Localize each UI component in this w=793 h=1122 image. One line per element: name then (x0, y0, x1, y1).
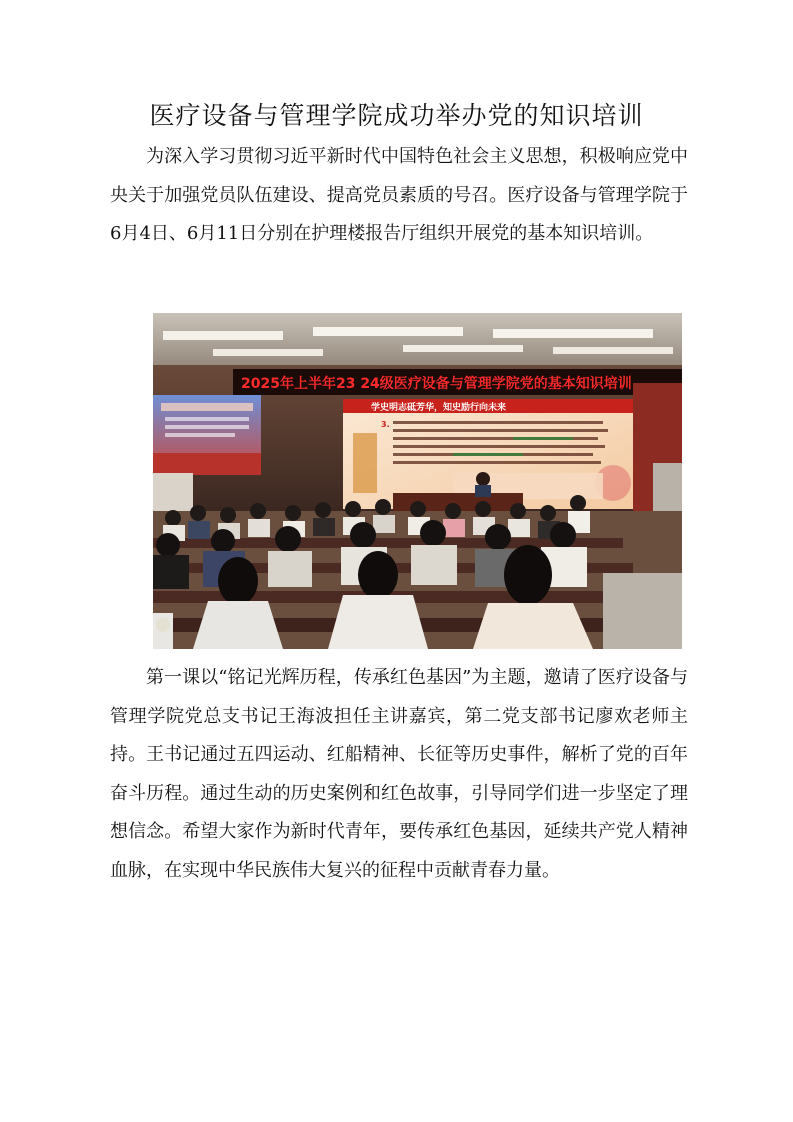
slide-heading: 学史明志砥芳华，知史励行向未来 (371, 403, 507, 413)
page-title: 医疗设备与管理学院成功举办党的知识培训 (149, 101, 644, 130)
slide-item-number: 3. (381, 420, 390, 429)
paragraph-detail: 第一课以“铭记光辉历程，传承红色基因”为主题，邀请了医疗设备与管理学院党总支书记王海波担任主讲嘉宾，第二党支部书记廖欢老师主持。王书记通过五四运动、红船精神、长征等历史事件，解析了党的百年奋斗历程。通过生动的历史案例和红色故事，引导同学们进一步坚定了理想信念。希望大家作为新时代青年，要传承红色基因，延续共产党人精神血脉，在实现中华民族伟大复兴的征程中贡献青春力量。 (110, 667, 688, 881)
led-banner-text: 2025年上半年23 24级医疗设备与管理学院党的基本知识培训 (241, 376, 632, 392)
paragraph-intro: 为深入学习贯彻习近平新时代中国特色社会主义思想，积极响应党中央关于加强党员队伍建设、提高党员素质的号召。医疗设备与管理学院于6月4日、6月11日分别在护理楼报告厅组织开展党的基本知识培训。 (110, 146, 688, 244)
lecture-hall-image (153, 313, 682, 649)
training-photo (153, 313, 682, 649)
